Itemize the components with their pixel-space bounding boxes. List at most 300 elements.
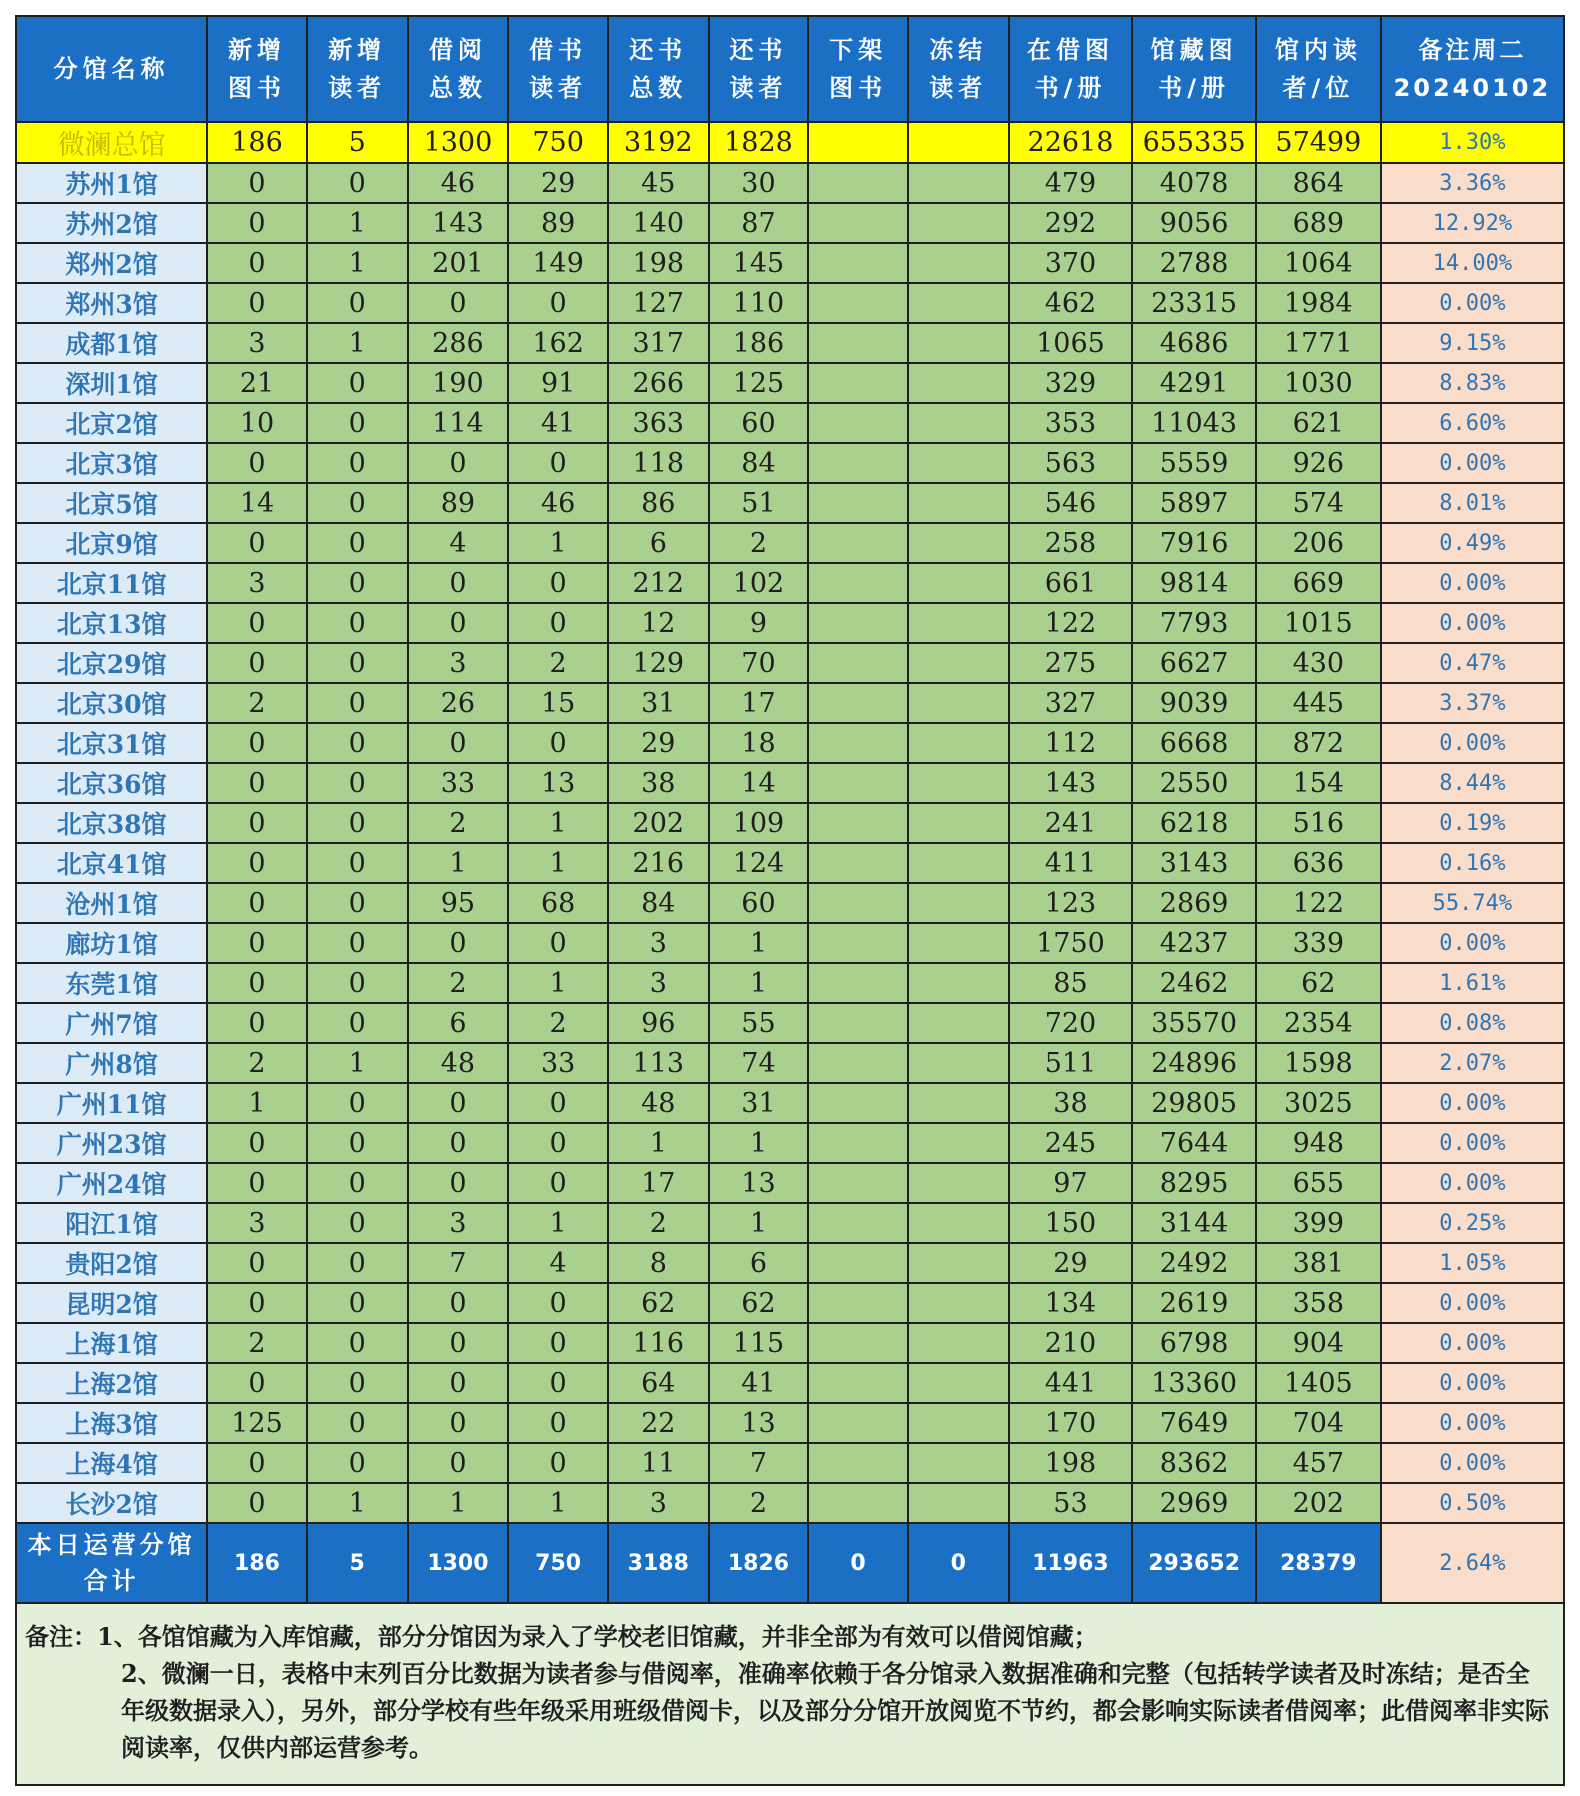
data-cell: 31 <box>709 1083 809 1123</box>
data-cell: 162 <box>508 323 608 363</box>
note-line-1: 备注：1、各馆馆藏为入库馆藏，部分分馆因为录入了学校老旧馆藏，并非全部为有效可以借阅馆藏； <box>25 1622 1098 1651</box>
data-cell <box>808 1283 908 1323</box>
borrow-rate: 9.15% <box>1381 323 1564 363</box>
column-header-line: 新增 <box>328 36 387 64</box>
branch-name: 北京30馆 <box>16 683 207 723</box>
data-cell: 636 <box>1256 843 1381 883</box>
data-cell: 441 <box>1009 1363 1133 1403</box>
branch-name: 苏州1馆 <box>16 163 207 203</box>
column-header-line: 图书 <box>228 74 286 102</box>
data-cell: 0 <box>207 603 307 643</box>
data-cell: 4 <box>408 523 509 563</box>
data-cell: 122 <box>1009 603 1133 643</box>
data-cell: 5 <box>307 122 408 163</box>
data-cell: 84 <box>608 883 709 923</box>
data-cell: 3 <box>207 1203 307 1243</box>
data-cell: 0 <box>508 723 608 763</box>
total-value: 1826 <box>709 1523 809 1603</box>
data-cell: 186 <box>709 323 809 363</box>
borrow-rate: 12.92% <box>1381 203 1564 243</box>
data-cell: 0 <box>408 1403 509 1443</box>
column-header-line: 书/册 <box>1034 74 1107 102</box>
data-cell: 198 <box>608 243 709 283</box>
data-cell: 2 <box>508 643 608 683</box>
data-cell: 22618 <box>1009 122 1133 163</box>
data-cell: 216 <box>608 843 709 883</box>
data-cell: 122 <box>1256 883 1381 923</box>
data-cell: 0 <box>207 843 307 883</box>
data-cell <box>808 843 908 883</box>
data-cell <box>908 923 1009 963</box>
data-cell: 113 <box>608 1043 709 1083</box>
data-cell <box>908 683 1009 723</box>
data-cell: 363 <box>608 403 709 443</box>
branch-name: 广州11馆 <box>16 1083 207 1123</box>
data-cell <box>908 723 1009 763</box>
data-cell: 0 <box>207 1003 307 1043</box>
branch-name: 北京3馆 <box>16 443 207 483</box>
data-cell <box>808 883 908 923</box>
total-value: 186 <box>207 1523 307 1603</box>
data-cell: 51 <box>709 483 809 523</box>
branch-row <box>16 1403 1564 1443</box>
column-header <box>307 16 408 122</box>
data-cell: 0 <box>508 1403 608 1443</box>
data-cell: 445 <box>1256 683 1381 723</box>
data-cell: 1984 <box>1256 283 1381 323</box>
data-cell: 2619 <box>1132 1283 1256 1323</box>
data-cell: 134 <box>1009 1283 1133 1323</box>
data-cell: 1030 <box>1256 363 1381 403</box>
branch-name: 北京5馆 <box>16 483 207 523</box>
data-cell: 926 <box>1256 443 1381 483</box>
borrow-rate: 0.00% <box>1381 443 1564 483</box>
data-cell: 74 <box>709 1043 809 1083</box>
branch-row <box>16 963 1564 1003</box>
data-cell: 0 <box>207 243 307 283</box>
data-cell <box>808 803 908 843</box>
data-cell: 5559 <box>1132 443 1256 483</box>
branch-name: 北京36馆 <box>16 763 207 803</box>
data-cell: 11 <box>608 1443 709 1483</box>
data-cell: 0 <box>408 1443 509 1483</box>
data-cell: 87 <box>709 203 809 243</box>
data-cell: 4237 <box>1132 923 1256 963</box>
data-cell: 13 <box>508 763 608 803</box>
data-cell: 720 <box>1009 1003 1133 1043</box>
data-cell: 574 <box>1256 483 1381 523</box>
data-cell: 1 <box>207 1083 307 1123</box>
data-cell: 0 <box>408 1083 509 1123</box>
data-cell: 60 <box>709 403 809 443</box>
data-cell: 0 <box>307 1203 408 1243</box>
data-cell: 6218 <box>1132 803 1256 843</box>
data-cell: 89 <box>408 483 509 523</box>
data-cell: 0 <box>307 763 408 803</box>
borrow-rate: 0.00% <box>1381 923 1564 963</box>
branch-name: 苏州2馆 <box>16 203 207 243</box>
data-cell <box>908 603 1009 643</box>
data-cell: 1 <box>608 1123 709 1163</box>
data-cell: 1015 <box>1256 603 1381 643</box>
branch-name: 微澜总馆 <box>16 122 207 163</box>
data-cell <box>808 363 908 403</box>
branch-name: 北京29馆 <box>16 643 207 683</box>
borrow-rate: 0.00% <box>1381 1283 1564 1323</box>
data-cell: 22 <box>608 1403 709 1443</box>
data-cell: 26 <box>408 683 509 723</box>
data-cell <box>808 523 908 563</box>
data-cell: 33 <box>508 1043 608 1083</box>
data-cell: 11043 <box>1132 403 1256 443</box>
data-cell: 245 <box>1009 1123 1133 1163</box>
data-cell: 1064 <box>1256 243 1381 283</box>
data-cell: 2969 <box>1132 1483 1256 1523</box>
borrow-rate: 0.00% <box>1381 1163 1564 1203</box>
borrow-rate: 1.30% <box>1381 122 1564 163</box>
data-cell: 0 <box>207 1283 307 1323</box>
data-cell: 353 <box>1009 403 1133 443</box>
branch-name: 昆明2馆 <box>16 1283 207 1323</box>
data-cell <box>808 1363 908 1403</box>
data-cell: 46 <box>508 483 608 523</box>
data-cell: 112 <box>1009 723 1133 763</box>
borrow-rate: 0.19% <box>1381 803 1564 843</box>
branch-name: 北京11馆 <box>16 563 207 603</box>
data-cell: 0 <box>408 723 509 763</box>
data-cell: 0 <box>307 643 408 683</box>
data-cell: 145 <box>709 243 809 283</box>
data-cell: 60 <box>709 883 809 923</box>
branch-row <box>16 763 1564 803</box>
branch-row <box>16 523 1564 563</box>
branch-row <box>16 1483 1564 1523</box>
data-cell <box>908 163 1009 203</box>
column-header <box>207 16 307 122</box>
data-cell: 0 <box>207 643 307 683</box>
data-cell: 430 <box>1256 643 1381 683</box>
data-cell: 212 <box>608 563 709 603</box>
data-cell: 202 <box>608 803 709 843</box>
data-cell: 17 <box>608 1163 709 1203</box>
total-borrow-rate: 2.64% <box>1381 1523 1564 1603</box>
branch-row <box>16 563 1564 603</box>
data-cell: 9 <box>709 603 809 643</box>
data-cell: 2462 <box>1132 963 1256 1003</box>
data-cell: 6668 <box>1132 723 1256 763</box>
data-cell: 258 <box>1009 523 1133 563</box>
data-cell: 95 <box>408 883 509 923</box>
borrow-rate: 8.83% <box>1381 363 1564 403</box>
borrow-rate: 2.07% <box>1381 1043 1564 1083</box>
column-header-line: 还书 <box>729 36 788 64</box>
total-value: 1300 <box>408 1523 509 1603</box>
borrow-rate: 8.01% <box>1381 483 1564 523</box>
data-cell: 327 <box>1009 683 1133 723</box>
data-cell <box>908 1443 1009 1483</box>
data-cell: 1 <box>709 1123 809 1163</box>
branch-name: 上海3馆 <box>16 1403 207 1443</box>
data-cell: 41 <box>508 403 608 443</box>
data-cell: 655335 <box>1132 122 1256 163</box>
data-cell: 8 <box>608 1243 709 1283</box>
borrow-rate: 0.08% <box>1381 1003 1564 1043</box>
data-cell: 317 <box>608 323 709 363</box>
data-cell <box>908 1283 1009 1323</box>
data-cell <box>808 1323 908 1363</box>
data-cell: 0 <box>207 883 307 923</box>
data-cell: 0 <box>207 283 307 323</box>
data-cell: 0 <box>307 963 408 1003</box>
data-cell: 62 <box>709 1283 809 1323</box>
data-cell: 7 <box>709 1443 809 1483</box>
data-cell <box>908 1483 1009 1523</box>
data-cell: 17 <box>709 683 809 723</box>
data-cell <box>808 643 908 683</box>
column-header-line: 读者 <box>328 74 387 102</box>
data-cell: 0 <box>408 1123 509 1163</box>
branch-name: 广州23馆 <box>16 1123 207 1163</box>
branch-name: 郑州2馆 <box>16 243 207 283</box>
data-cell: 1 <box>508 1483 608 1523</box>
data-cell: 0 <box>508 1083 608 1123</box>
data-cell <box>808 1483 908 1523</box>
data-cell: 0 <box>508 1283 608 1323</box>
data-cell <box>908 1003 1009 1043</box>
data-cell: 46 <box>408 163 509 203</box>
data-cell: 0 <box>207 1123 307 1163</box>
data-cell: 206 <box>1256 523 1381 563</box>
branch-row <box>16 403 1564 443</box>
branch-name: 上海1馆 <box>16 1323 207 1363</box>
data-cell: 68 <box>508 883 608 923</box>
branch-name: 北京9馆 <box>16 523 207 563</box>
data-cell: 2 <box>508 1003 608 1043</box>
data-cell <box>908 323 1009 363</box>
data-cell: 7644 <box>1132 1123 1256 1163</box>
data-cell: 241 <box>1009 803 1133 843</box>
data-cell: 0 <box>307 1003 408 1043</box>
data-cell: 1 <box>709 963 809 1003</box>
data-cell: 210 <box>1009 1323 1133 1363</box>
data-cell <box>808 1003 908 1043</box>
data-cell <box>908 1043 1009 1083</box>
data-cell: 0 <box>307 883 408 923</box>
data-cell: 12 <box>608 603 709 643</box>
data-cell: 704 <box>1256 1403 1381 1443</box>
data-cell: 2 <box>408 803 509 843</box>
data-cell: 669 <box>1256 563 1381 603</box>
data-cell: 381 <box>1256 1243 1381 1283</box>
data-cell: 0 <box>307 1243 408 1283</box>
data-cell <box>808 203 908 243</box>
data-cell: 154 <box>1256 763 1381 803</box>
borrow-rate: 0.47% <box>1381 643 1564 683</box>
total-value: 0 <box>908 1523 1009 1603</box>
data-cell: 0 <box>207 1443 307 1483</box>
branch-name: 北京2馆 <box>16 403 207 443</box>
data-cell: 516 <box>1256 803 1381 843</box>
data-cell: 0 <box>307 1123 408 1163</box>
data-cell: 4078 <box>1132 163 1256 203</box>
table-body <box>16 122 1564 1523</box>
data-cell: 2492 <box>1132 1243 1256 1283</box>
data-cell <box>908 243 1009 283</box>
column-header <box>1256 16 1381 122</box>
data-cell: 125 <box>207 1403 307 1443</box>
branch-row <box>16 443 1564 483</box>
data-cell: 0 <box>307 723 408 763</box>
table-footer <box>16 1523 1564 1785</box>
data-cell: 0 <box>408 1163 509 1203</box>
branch-name: 郑州3馆 <box>16 283 207 323</box>
data-cell: 0 <box>508 443 608 483</box>
data-cell: 9056 <box>1132 203 1256 243</box>
borrow-rate: 1.61% <box>1381 963 1564 1003</box>
data-cell: 7649 <box>1132 1403 1256 1443</box>
column-header-line: 20240102 <box>1393 74 1552 102</box>
data-cell: 70 <box>709 643 809 683</box>
data-cell: 64 <box>608 1363 709 1403</box>
borrow-rate: 0.49% <box>1381 523 1564 563</box>
data-cell: 0 <box>307 603 408 643</box>
borrow-rate: 0.00% <box>1381 1123 1564 1163</box>
data-cell <box>808 1123 908 1163</box>
data-cell: 9039 <box>1132 683 1256 723</box>
borrow-rate: 1.05% <box>1381 1243 1564 1283</box>
data-cell: 109 <box>709 803 809 843</box>
data-cell: 7 <box>408 1243 509 1283</box>
column-header <box>709 16 809 122</box>
data-cell: 102 <box>709 563 809 603</box>
data-cell: 948 <box>1256 1123 1381 1163</box>
data-cell <box>908 1403 1009 1443</box>
borrow-rate: 8.44% <box>1381 763 1564 803</box>
data-cell <box>808 122 908 163</box>
branch-name: 东莞1馆 <box>16 963 207 1003</box>
column-header-line: 在借图 <box>1026 36 1114 64</box>
borrow-rate: 0.00% <box>1381 1363 1564 1403</box>
data-cell: 186 <box>207 122 307 163</box>
data-cell <box>908 963 1009 1003</box>
data-cell: 29 <box>608 723 709 763</box>
data-cell: 4 <box>508 1243 608 1283</box>
data-cell <box>808 283 908 323</box>
data-cell: 115 <box>709 1323 809 1363</box>
column-header-line: 读者 <box>529 74 588 102</box>
data-cell: 143 <box>408 203 509 243</box>
borrow-rate: 0.00% <box>1381 1443 1564 1483</box>
data-cell: 1 <box>508 1203 608 1243</box>
branch-row <box>16 203 1564 243</box>
data-cell: 1 <box>307 1483 408 1523</box>
column-header <box>1009 16 1133 122</box>
data-cell: 31 <box>608 683 709 723</box>
data-cell: 546 <box>1009 483 1133 523</box>
daily-total-label: 本日运营分馆合计 <box>16 1523 207 1603</box>
column-header-line: 借阅 <box>428 36 487 64</box>
data-cell: 0 <box>508 603 608 643</box>
data-cell: 4686 <box>1132 323 1256 363</box>
data-cell: 123 <box>1009 883 1133 923</box>
column-header-line: 者/位 <box>1282 74 1355 102</box>
data-cell: 2 <box>408 963 509 1003</box>
total-value: 5 <box>307 1523 408 1603</box>
data-cell: 479 <box>1009 163 1133 203</box>
data-cell: 0 <box>207 443 307 483</box>
data-cell: 0 <box>207 723 307 763</box>
borrow-rate: 0.00% <box>1381 1083 1564 1123</box>
data-cell: 1 <box>408 843 509 883</box>
data-cell <box>808 443 908 483</box>
data-cell: 0 <box>307 443 408 483</box>
total-value: 750 <box>508 1523 608 1603</box>
data-cell: 4291 <box>1132 363 1256 403</box>
data-cell: 0 <box>408 923 509 963</box>
borrow-rate: 14.00% <box>1381 243 1564 283</box>
column-header <box>808 16 908 122</box>
branch-name: 广州8馆 <box>16 1043 207 1083</box>
data-cell: 0 <box>408 1363 509 1403</box>
data-cell: 0 <box>307 803 408 843</box>
borrow-rate: 0.50% <box>1381 1483 1564 1523</box>
data-cell: 190 <box>408 363 509 403</box>
data-cell <box>808 1203 908 1243</box>
data-cell: 2354 <box>1256 1003 1381 1043</box>
data-cell: 6 <box>608 523 709 563</box>
borrow-rate: 3.37% <box>1381 683 1564 723</box>
data-cell: 114 <box>408 403 509 443</box>
branch-row <box>16 1083 1564 1123</box>
borrow-rate: 0.00% <box>1381 723 1564 763</box>
branch-row <box>16 363 1564 403</box>
data-cell: 0 <box>207 1363 307 1403</box>
branch-name: 上海4馆 <box>16 1443 207 1483</box>
data-cell: 3 <box>408 643 509 683</box>
column-header-line: 分馆名称 <box>53 55 170 83</box>
data-cell: 150 <box>1009 1203 1133 1243</box>
data-cell: 1598 <box>1256 1043 1381 1083</box>
data-cell: 0 <box>307 363 408 403</box>
data-cell: 129 <box>608 643 709 683</box>
borrow-rate: 0.25% <box>1381 1203 1564 1243</box>
data-cell: 57499 <box>1256 122 1381 163</box>
data-cell: 2 <box>709 1483 809 1523</box>
data-cell: 1300 <box>408 122 509 163</box>
branch-row <box>16 1363 1564 1403</box>
borrow-rate: 6.60% <box>1381 403 1564 443</box>
total-value: 28379 <box>1256 1523 1381 1603</box>
data-cell: 0 <box>307 1083 408 1123</box>
branch-name: 上海2馆 <box>16 1363 207 1403</box>
note-line-2: 2、微澜一日，表格中末列百分比数据为读者参与借阅率，准确率依赖于各分馆录入数据准确和完整（包括转学读者及时冻结；是否全年级数据录入），另外，部分学校有些年级采用班级借阅卡，以及部分分馆开放阅览不节约，都会影响实际读者借阅率；此借阅率非实际阅读率，仅供内部运营参考。 <box>121 1659 1549 1762</box>
data-cell: 1 <box>508 963 608 1003</box>
data-cell: 0 <box>207 963 307 1003</box>
data-cell: 0 <box>307 923 408 963</box>
data-cell: 457 <box>1256 1443 1381 1483</box>
borrow-rate: 0.00% <box>1381 563 1564 603</box>
data-cell: 1828 <box>709 122 809 163</box>
branch-name: 沧州1馆 <box>16 883 207 923</box>
column-header <box>508 16 608 122</box>
table-header <box>16 16 1564 122</box>
data-cell <box>908 1323 1009 1363</box>
branch-row <box>16 1323 1564 1363</box>
daily-total-row <box>16 1523 1564 1603</box>
branch-row <box>16 1243 1564 1283</box>
column-header <box>408 16 509 122</box>
column-header-line: 读者 <box>729 74 788 102</box>
